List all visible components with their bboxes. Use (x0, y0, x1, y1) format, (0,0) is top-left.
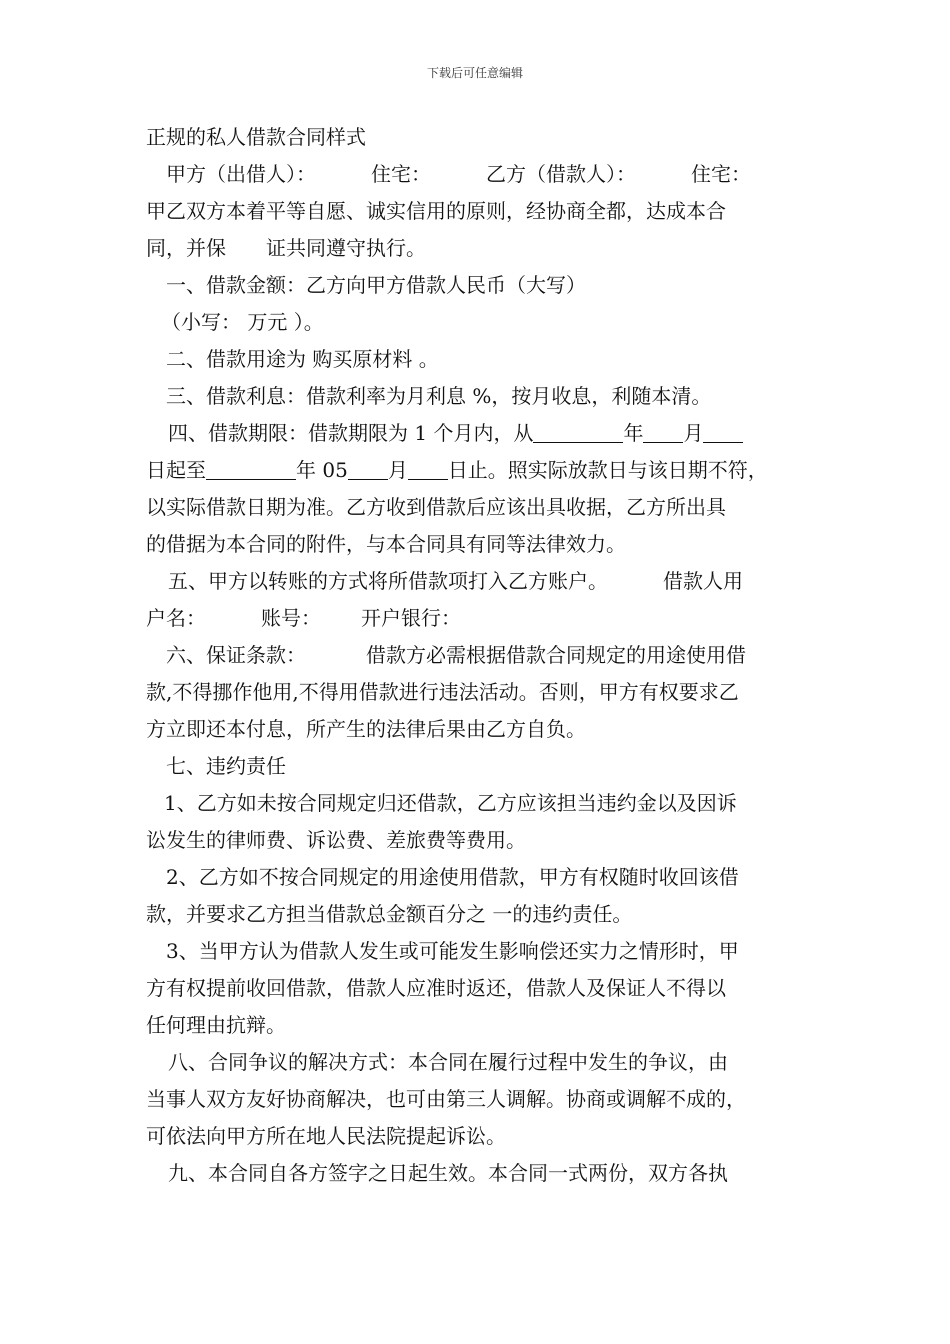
blank-underline (348, 459, 388, 480)
line-text: 的借据为本合同的附件，与本合同具有同等法律效力。 (146, 532, 626, 556)
document-line (146, 1081, 816, 1118)
document-line (146, 526, 816, 563)
document-line (146, 230, 816, 267)
document-line (146, 859, 816, 896)
line-text: 1、乙方如未按合同规定归还借款，乙方应该担当违约金以及因诉 (164, 791, 737, 815)
line-text: 二、借款用途为 购买原材料 。 (166, 347, 439, 371)
line-text: 月 (387, 458, 408, 482)
line-text: 日起至 (146, 458, 206, 482)
document-line (146, 452, 816, 489)
document-line (146, 193, 816, 230)
line-text: 方有权提前收回借款，借款人应准时返还，借款人及保证人不得以 (146, 976, 726, 1000)
line-text: 一、借款金额：乙方向甲方借款人民币（大写） (166, 273, 586, 297)
document-line (146, 378, 816, 415)
document-line (146, 970, 816, 1007)
line-text: 日止。照实际放款日与该日期不符， (447, 458, 768, 482)
line-text: 可依法向甲方所在地人民法院提起诉讼。 (146, 1124, 506, 1148)
line-text: （小写： 万元 ）。 (161, 310, 324, 334)
document-line (146, 304, 816, 341)
document-line (146, 933, 816, 970)
document-title: 正规的私人借款合同样式 (146, 125, 366, 149)
document-line (146, 156, 816, 193)
line-text: 三、借款利息：借款利率为月利息 %，按月收息，利随本清。 (166, 384, 712, 408)
document-line (146, 748, 816, 785)
line-text: 年 05 (296, 458, 348, 482)
line-text: 甲方（出借人）： (166, 162, 316, 186)
document-body (146, 119, 816, 1192)
line-text: 住宅： (691, 162, 751, 186)
line-text: 借款人用 (663, 569, 743, 593)
line-text: 同，并保 (146, 236, 226, 260)
document-line (146, 563, 816, 600)
document-line (146, 637, 816, 674)
document-line (146, 341, 816, 378)
blank-underline (643, 422, 683, 443)
line-text: 开户银行： (361, 606, 461, 630)
blank-underline (408, 459, 448, 480)
line-text: 2、乙方如不按合同规定的用途使用借款，甲方有权随时收回该借 (166, 865, 739, 889)
document-line (146, 1007, 816, 1044)
document-line (146, 785, 816, 822)
document-line (146, 1155, 816, 1192)
line-text: 甲乙双方本着平等自愿、诚实信用的原则，经协商全都，达成本合 (146, 199, 726, 223)
document-line (146, 711, 816, 748)
document-line (146, 600, 816, 637)
document-line (146, 415, 816, 452)
document-line (146, 489, 816, 526)
line-text: 任何理由抗辩。 (146, 1013, 286, 1037)
line-text: 账号： (261, 606, 321, 630)
blank-underline (533, 422, 623, 443)
document-line (146, 674, 816, 711)
line-text: 户名： (146, 606, 206, 630)
line-text: 款，并要求乙方担当借款总金额百分之 一的违约责任。 (146, 902, 633, 926)
blank-underline (703, 422, 743, 443)
document-line (146, 267, 816, 304)
line-text: 年 (623, 421, 644, 445)
line-text: 住宅： (371, 162, 431, 186)
page-header: 下载后可任意编辑 (426, 66, 523, 80)
document-line (146, 896, 816, 933)
line-text: 当事人双方友好协商解决，也可由第三人调解。协商或调解不成的， (146, 1087, 746, 1111)
document-line (146, 1044, 816, 1081)
line-text: 四、借款期限：借款期限为 1 个月内，从 (168, 421, 534, 445)
line-text: 讼发生的律师费、诉讼费、差旅费等费用。 (146, 828, 526, 852)
line-text: 六、保证条款： (166, 643, 306, 667)
blank-underline (206, 459, 296, 480)
line-text: 五、甲方以转账的方式将所借款项打入乙方账户。 (168, 569, 608, 593)
line-text: 方立即还本付息，所产生的法律后果由乙方自负。 (146, 717, 586, 741)
document-line (146, 1118, 816, 1155)
line-text: 八、合同争议的解决方式：本合同在履行过程中发生的争议，由 (168, 1050, 728, 1074)
line-text: 乙方（借款人）： (486, 162, 636, 186)
line-text: 借款方必需根据借款合同规定的用途使用借 (366, 643, 746, 667)
document-line (146, 822, 816, 859)
line-text: 七、违约责任 (166, 754, 286, 778)
line-text: 款,不得挪作他用,不得用借款进行违法活动。否则，甲方有权要求乙 (146, 680, 739, 704)
line-text: 月 (683, 421, 704, 445)
line-text: 3、当甲方认为借款人发生或可能发生影响偿还实力之情形时，甲 (166, 939, 739, 963)
line-text: 以实际借款日期为准。乙方收到借款后应该出具收据，乙方所出具 (146, 495, 726, 519)
line-text: 证共同遵守执行。 (266, 236, 426, 260)
line-text: 九、本合同自各方签字之日起生效。本合同一式两份，双方各执 (168, 1161, 728, 1185)
